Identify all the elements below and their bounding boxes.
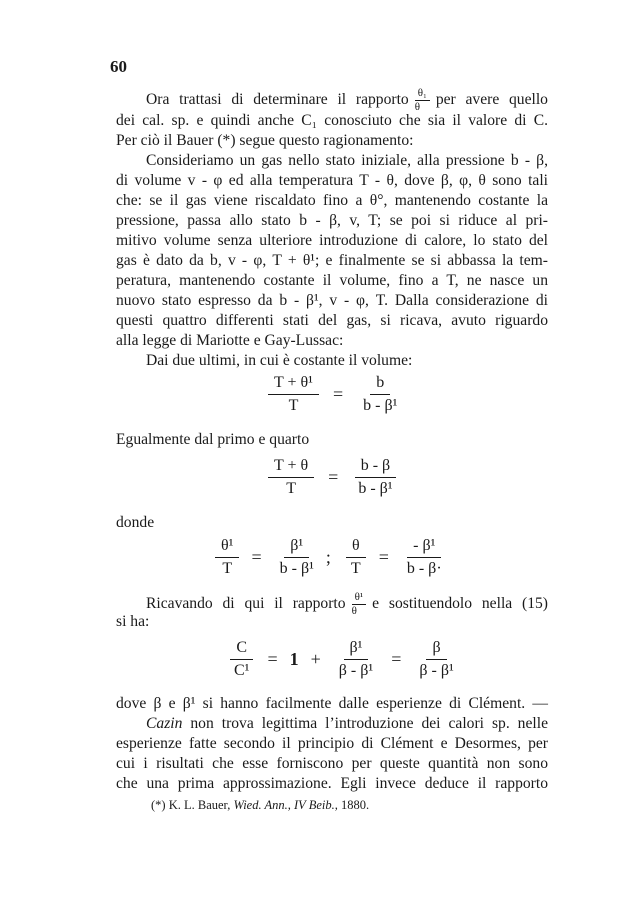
eq4-fraction-b [333,638,379,681]
para8-line: cui i risultati che esse forniscono per queste quantità non sono [116,755,548,772]
author-name-cazin: Cazin [146,715,183,732]
para2-line: questi quattro differenti stati del gas, si ricava, avuto riguardo [116,312,548,329]
footnote [151,798,369,813]
eq2-lhs-fraction [268,456,314,499]
eq2-lhs-denominator: T [286,480,296,497]
eq2-rhs-denominator: b - β¹ [358,480,393,497]
eq2-lhs-numerator: T + θ [268,456,314,478]
para4: Egualmente dal primo e quarto [116,431,310,448]
eq1-rhs-fraction [357,373,403,416]
para2-line: gas è dato da b, v - φ, T + θ¹; e finalmente se si abbassa la tem- [116,252,548,269]
para5: donde [116,514,155,531]
eq3-fraction-c [345,536,367,579]
eq1-equals: = [332,384,344,404]
eq3-c-numerator: θ [346,536,366,558]
eq4-one: 1 [289,649,299,669]
eq4-a-denominator: C¹ [234,662,250,679]
para6-line1-post: e sostituendolo nella (15) [372,595,549,613]
eq1-rhs-numerator: b [370,373,390,395]
para7: dove β e β¹ si hanno facilmente dalle esperienze di Clément. — [116,695,548,712]
eq3-c-denominator: T [350,560,361,577]
para8-line1-rest: non trova legittima l’introduzione dei calori sp. nelle [182,715,548,732]
eq4-c-numerator: β [426,638,446,660]
eq4-a-numerator: C [230,638,253,660]
equation-2 [268,456,399,499]
para1-line1-pre: Ora trattasi di determinare il rapporto [146,91,409,109]
para2-line: peratura, mantenendo costante il volume, fino a T, ne nasce un [116,272,548,289]
eq3-equals-2: = [378,547,389,567]
equation-4 [228,638,460,681]
inline-ratio-denominator: θ [351,605,357,617]
para1-line2: dei cal. sp. e quindi anche C₁ conosciuto che sia il valore di C. [116,112,548,129]
eq4-plus: + [310,649,321,669]
inline-ratio-denominator: θ [414,101,420,113]
para2-line: mitivo volume senza ulteriore introduzione di calore, lo stato del [116,232,548,249]
para1-line1-post: per avere quello [435,91,548,109]
eq2-rhs-numerator: b - β [355,456,396,478]
eq3-fraction-d [401,536,448,579]
page-number: 60 [110,57,127,76]
inline-ratio-numerator: θ¹ [352,592,367,605]
para2-line: pressione, passa allo stato b - β, v, T; se poi si riduce al pri- [116,212,548,229]
footnote-journal: Wied. Ann., IV Beib., [233,798,338,812]
para2-line: alla legge di Mariotte e Gay-Lussac: [116,332,344,349]
eq4-fraction-a [228,638,255,681]
equation-3 [215,536,448,579]
eq1-rhs-denominator: b - β¹ [363,397,398,414]
eq4-equals-1: = [267,649,278,669]
footnote-year: 1880. [340,798,370,812]
eq3-a-numerator: θ¹ [215,536,239,558]
eq3-d-denominator: b - β· [406,560,442,577]
para2-line: che: se il gas viene riscaldato fino a θ°, mantenendo costante la [116,192,548,209]
eq2-equals: = [328,467,339,487]
eq1-lhs-denominator: T [288,397,299,414]
para2-line: di volume v - φ ed alla temperatura T - θ, dove β, φ, θ sono tali [116,172,548,189]
eq4-equals-2: = [391,649,402,669]
eq4-b-denominator: β - β¹ [338,662,374,679]
eq3-d-numerator: - β¹ [407,536,441,558]
inline-ratio-theta [415,88,430,113]
footnote-author: (*) K. L. Bauer, [151,798,231,812]
eq3-a-denominator: T [222,560,233,577]
para6-line1-pre: Ricavando di qui il rapporto [146,595,346,613]
para2-line: Consideriamo un gas nello stato iniziale, alla pressione b - β, [146,152,548,169]
para1-line1 [146,88,548,113]
eq1-lhs-numerator: T + θ¹ [268,373,319,395]
inline-ratio-numerator: θ₁ [415,88,430,101]
equation-1 [268,373,403,416]
para6-line2: si ha: [116,613,150,630]
eq3-fraction-a [215,536,239,579]
eq4-c-denominator: β - β¹ [419,662,454,679]
eq3-fraction-b [274,536,320,579]
eq4-fraction-c [413,638,459,681]
para2-line: nuovo stato espresso da b - β¹, v - φ, T. Dalla considerazione di [116,292,548,309]
eq2-rhs-fraction [352,456,398,499]
eq1-lhs-fraction [268,373,319,416]
para1-line3: Per ciò il Bauer (*) segue questo ragionamento: [116,132,414,149]
para3: Dai due ultimi, in cui è costante il volume: [146,352,413,369]
eq4-b-numerator: β¹ [344,638,369,660]
eq3-b-numerator: β¹ [284,536,309,558]
eq3-separator: ; [325,547,331,567]
para8-line: esperienze fatte secondo il principio di Clément e Desormes, per [116,735,548,752]
eq3-equals-1: = [251,547,262,567]
para8-line: che una prima approssimazione. Egli invece deduce il rapporto [116,775,548,792]
eq3-b-denominator: b - β¹ [279,560,314,577]
para8-line1 [146,714,548,734]
